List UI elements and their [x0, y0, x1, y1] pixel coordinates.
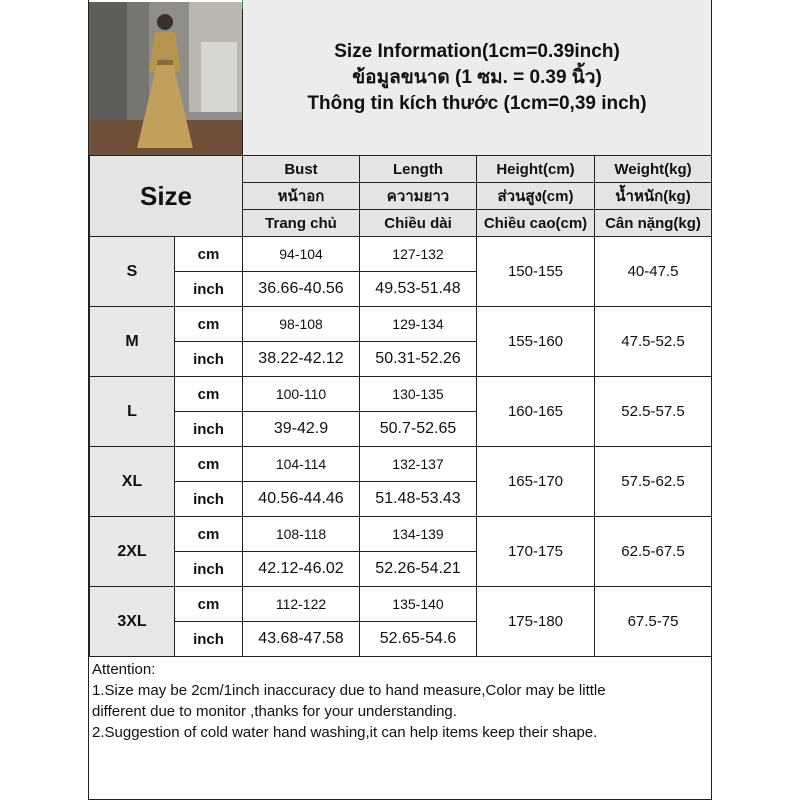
length-inch-cell: 50.31-52.26: [360, 342, 477, 377]
height-cell: 165-170: [477, 447, 595, 517]
length-cm-cell: 134-139: [360, 517, 477, 552]
unit-inch-label: inch: [175, 412, 243, 447]
col-weight-th: น้ำหนัก(kg): [595, 183, 712, 210]
header-row-en: [90, 156, 712, 183]
table-row: [90, 377, 712, 412]
size-label: 2XL: [90, 517, 175, 587]
height-cell: 170-175: [477, 517, 595, 587]
header-title-th: ข้อมูลขนาด (1 ซม. = 0.39 นิ้ว): [352, 66, 602, 88]
length-inch-cell: 50.7-52.65: [360, 412, 477, 447]
col-bust-vi: Trang chủ: [243, 210, 360, 237]
length-cm-cell: 132-137: [360, 447, 477, 482]
unit-cm-label: cm: [175, 517, 243, 552]
attention-notes: [92, 659, 702, 743]
col-length-en: Length: [360, 156, 477, 183]
length-cm-cell: 129-134: [360, 307, 477, 342]
size-table: [89, 155, 712, 657]
bust-inch-cell: 43.68-47.58: [243, 622, 360, 657]
col-height-en: Height(cm): [477, 156, 595, 183]
unit-inch-label: inch: [175, 622, 243, 657]
bust-cm-cell: 94-104: [243, 237, 360, 272]
weight-cell: 67.5-75: [595, 587, 712, 657]
length-inch-cell: 49.53-51.48: [360, 272, 477, 307]
size-label: XL: [90, 447, 175, 517]
unit-cm-label: cm: [175, 587, 243, 622]
product-photo: [89, 2, 243, 156]
unit-inch-label: inch: [175, 342, 243, 377]
unit-cm-label: cm: [175, 377, 243, 412]
bust-inch-cell: 36.66-40.56: [243, 272, 360, 307]
table-row: [90, 447, 712, 482]
height-cell: 160-165: [477, 377, 595, 447]
weight-cell: 52.5-57.5: [595, 377, 712, 447]
length-cm-cell: 130-135: [360, 377, 477, 412]
col-weight-vi: Cân nặng(kg): [595, 210, 712, 237]
table-row: [90, 237, 712, 272]
unit-inch-label: inch: [175, 272, 243, 307]
bust-cm-cell: 100-110: [243, 377, 360, 412]
notes-line-1b: different due to monitor ,thanks for your understanding.: [92, 703, 457, 720]
col-height-vi: Chiều cao(cm): [477, 210, 595, 237]
size-label: L: [90, 377, 175, 447]
col-weight-en: Weight(kg): [595, 156, 712, 183]
unit-inch-label: inch: [175, 482, 243, 517]
bust-cm-cell: 108-118: [243, 517, 360, 552]
table-row: [90, 517, 712, 552]
length-cm-cell: 135-140: [360, 587, 477, 622]
unit-inch-label: inch: [175, 552, 243, 587]
length-inch-cell: 51.48-53.43: [360, 482, 477, 517]
bust-inch-cell: 40.56-44.46: [243, 482, 360, 517]
unit-cm-label: cm: [175, 447, 243, 482]
table-row: [90, 307, 712, 342]
size-info-header: [243, 0, 711, 156]
notes-heading: Attention:: [92, 661, 156, 678]
bust-inch-cell: 38.22-42.12: [243, 342, 360, 377]
height-cell: 155-160: [477, 307, 595, 377]
table-row: [90, 587, 712, 622]
col-bust-en: Bust: [243, 156, 360, 183]
bust-cm-cell: 98-108: [243, 307, 360, 342]
bust-inch-cell: 42.12-46.02: [243, 552, 360, 587]
col-length-th: ความยาว: [360, 183, 477, 210]
col-height-th: ส่วนสูง(cm): [477, 183, 595, 210]
weight-cell: 62.5-67.5: [595, 517, 712, 587]
bust-cm-cell: 104-114: [243, 447, 360, 482]
weight-cell: 47.5-52.5: [595, 307, 712, 377]
size-label: M: [90, 307, 175, 377]
unit-cm-label: cm: [175, 237, 243, 272]
col-bust-th: หน้าอก: [243, 183, 360, 210]
height-cell: 175-180: [477, 587, 595, 657]
size-column-title: Size: [90, 156, 243, 237]
length-cm-cell: 127-132: [360, 237, 477, 272]
size-label: 3XL: [90, 587, 175, 657]
weight-cell: 57.5-62.5: [595, 447, 712, 517]
header-title-en: Size Information(1cm=0.39inch): [334, 40, 620, 62]
height-cell: 150-155: [477, 237, 595, 307]
length-inch-cell: 52.26-54.21: [360, 552, 477, 587]
weight-cell: 40-47.5: [595, 237, 712, 307]
header-title-vi: Thông tin kích thước (1cm=0,39 inch): [307, 92, 647, 114]
notes-line-2: 2.Suggestion of cold water hand washing,it can help items keep their shape.: [92, 724, 598, 741]
length-inch-cell: 52.65-54.6: [360, 622, 477, 657]
unit-cm-label: cm: [175, 307, 243, 342]
bust-cm-cell: 112-122: [243, 587, 360, 622]
size-label: S: [90, 237, 175, 307]
notes-line-1a: 1.Size may be 2cm/1inch inaccuracy due to hand measure,Color may be little: [92, 682, 606, 699]
bust-inch-cell: 39-42.9: [243, 412, 360, 447]
col-length-vi: Chiều dài: [360, 210, 477, 237]
